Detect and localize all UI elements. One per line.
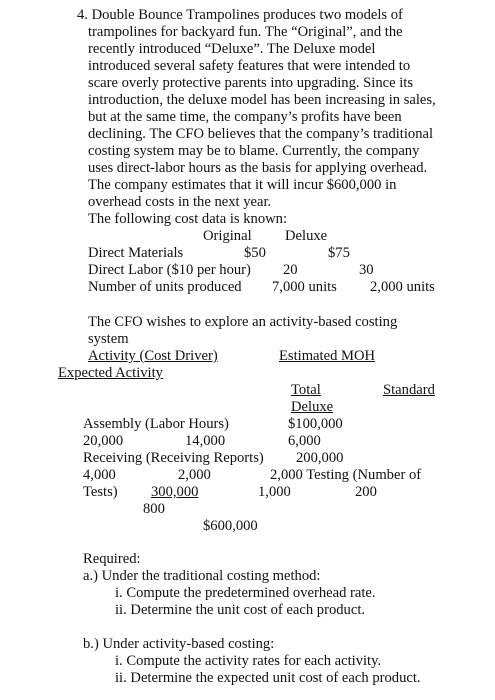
required-a-i: i. Compute the predetermined overhead rate. [115,585,376,601]
total-moh: $600,000 [203,518,258,534]
units-original: 7,000 units [272,279,337,295]
moh-header: Estimated MOH [279,348,376,364]
standard-header: Standard [383,382,435,398]
required-b-title: b.) Under activity-based costing: [83,636,275,652]
required-a-title: a.) Under the traditional costing method: [83,568,321,584]
direct-labor-deluxe: 30 [359,262,374,278]
problem-line: The company estimates that it will incur $600,000 in [88,177,397,193]
receiving-moh: 200,000 [296,450,344,466]
direct-materials-deluxe: $75 [328,245,350,261]
direct-materials-label: Direct Materials [88,245,184,261]
direct-labor-original: 20 [283,262,298,278]
col-header-original: Original [203,228,252,244]
assembly-deluxe: 6,000 [288,433,321,449]
direct-materials-original: $50 [244,245,266,261]
testing-total: 1,000 [258,484,291,500]
required-heading: Required: [83,551,141,567]
abc-intro-line: The CFO wishes to explore an activity-based costing [88,314,398,330]
assembly-label: Assembly (Labor Hours) [83,416,229,432]
assembly-standard: 14,000 [185,433,226,449]
deluxe-header: Deluxe [291,399,334,415]
testing-standard: 200 [355,484,377,500]
activity-header: Activity (Cost Driver) [88,348,218,364]
problem-line: introduction, the deluxe model has been increasing in sales, [88,92,436,108]
receiving-standard: 2,000 [178,467,211,483]
expected-activity-header: Expected Activity [58,365,163,381]
problem-line: overhead costs in the next year. [88,194,272,210]
problem-line: scare overly protective parents into upgrading. Since its [88,75,414,91]
receiving-total: 4,000 [83,467,116,483]
problem-line: trampolines for backyard fun. The “Original”, and the [88,24,403,40]
testing-moh: 300,000 [151,484,199,500]
problem-line: recently introduced “Deluxe”. The Deluxe model [88,41,376,57]
required-b-ii: ii. Determine the expected unit cost of each product. [115,670,421,686]
units-deluxe: 2,000 units [370,279,435,295]
problem-line: declining. The CFO believes that the company’s traditional [88,126,434,142]
units-label: Number of units produced [88,279,242,295]
assembly-total: 20,000 [83,433,124,449]
assembly-moh: $100,000 [288,416,343,432]
testing-label: Tests) [83,484,118,500]
receiving-deluxe-testing: 2,000 Testing (Number of [270,467,422,483]
required-b-i: i. Compute the activity rates for each activity. [115,653,382,669]
problem-line: uses direct-labor hours as the basis for applying overhead. [88,160,428,176]
receiving-label: Receiving (Receiving Reports) [83,450,264,466]
required-a-ii: ii. Determine the unit cost of each product. [115,602,366,618]
problem-line: 4. Double Bounce Trampolines produces two models of [77,7,403,23]
testing-deluxe: 800 [143,501,165,517]
total-header: Total [291,382,321,398]
col-header-deluxe: Deluxe [285,228,328,244]
abc-intro-line: system [88,331,129,347]
problem-line: costing system may be to blame. Currently, the company [88,143,420,159]
direct-labor-label: Direct Labor ($10 per hour) [88,262,251,278]
problem-line: The following cost data is known: [88,211,288,227]
problem-line: but at the same time, the company’s profits have been [88,109,402,125]
problem-line: introduced several safety features that were intended to [88,58,411,74]
